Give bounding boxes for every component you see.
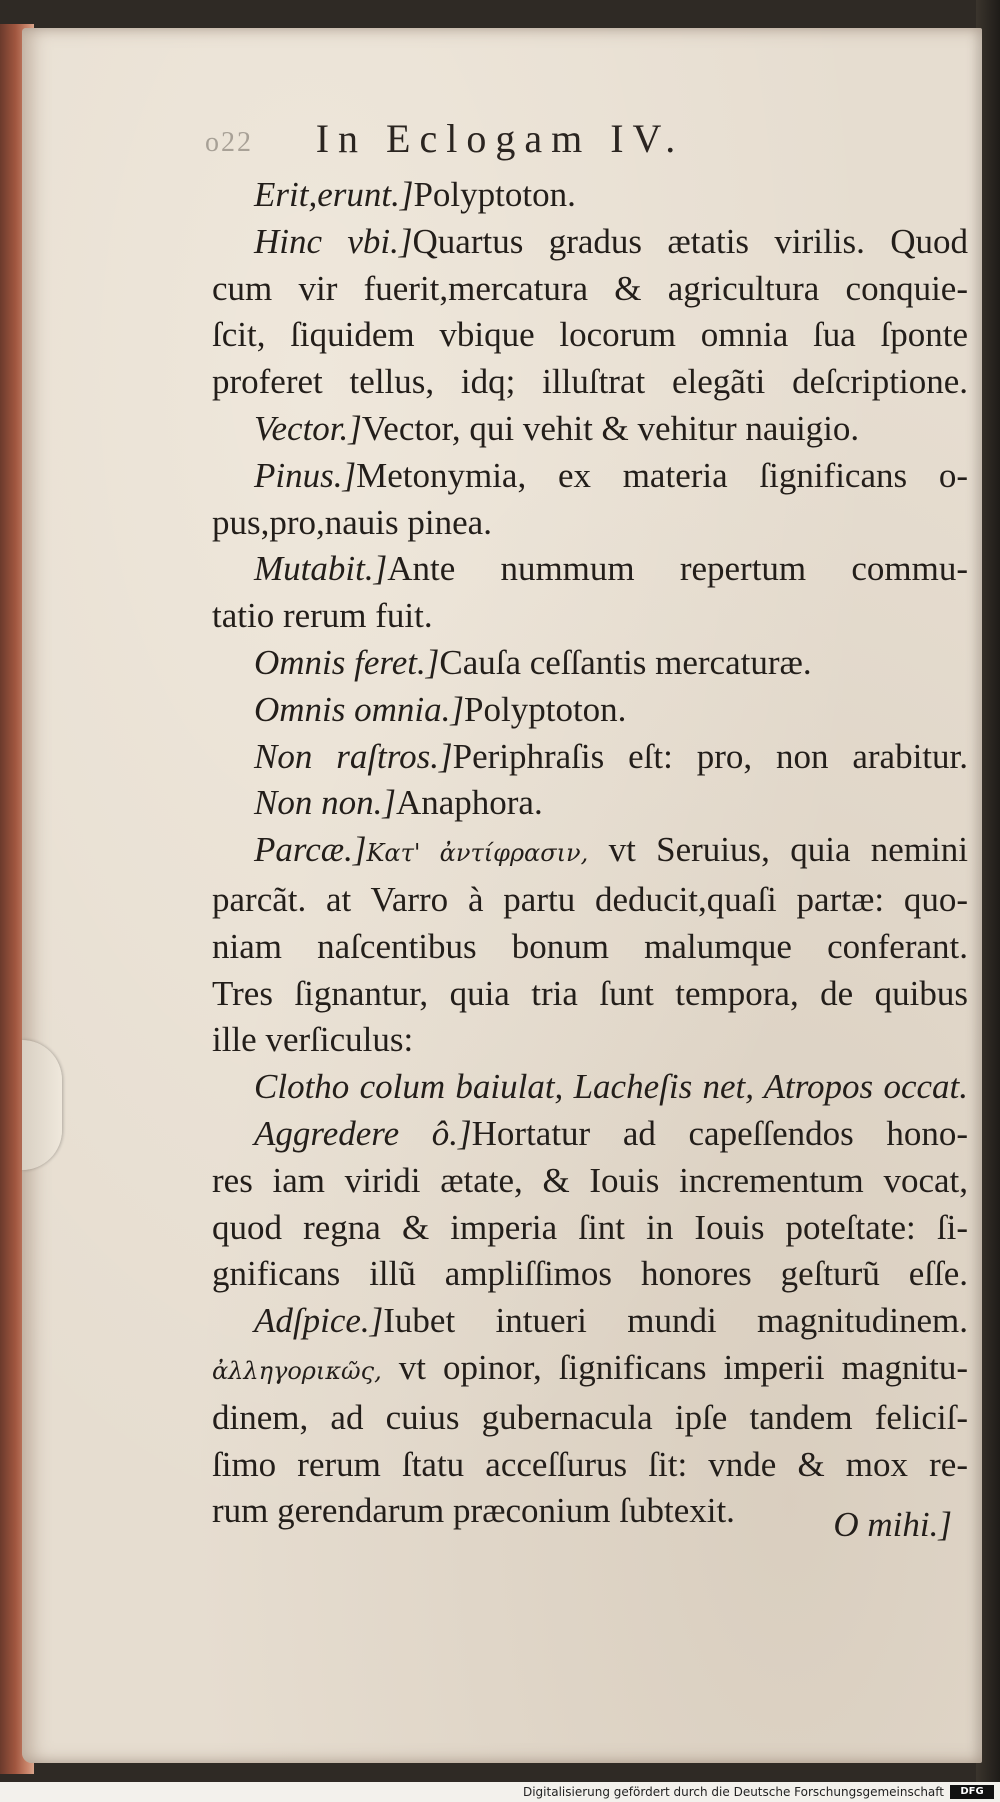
lemma: Hinc vbi.] bbox=[254, 221, 413, 261]
line-text: Periphraſis eſt: pro, non arabitur. bbox=[452, 736, 968, 776]
lemma: Omnis omnia.] bbox=[254, 689, 465, 729]
text-line bbox=[212, 172, 968, 219]
line-text: quod regna & imperia ſint in Iouis poteſtate: ſi- bbox=[212, 1207, 968, 1247]
text-line bbox=[212, 877, 968, 924]
line-text: parcãt. at Varro à partu deducit,quaſi partæ: quo- bbox=[212, 879, 968, 919]
text-line bbox=[212, 1395, 968, 1442]
text-line bbox=[212, 1064, 968, 1111]
text-line bbox=[212, 219, 968, 266]
lemma: Omnis feret.] bbox=[254, 642, 440, 682]
text-line bbox=[212, 1251, 968, 1298]
line-text: Polyptoton. bbox=[464, 689, 627, 729]
greek-phrase: Κατ' ἀντίφρασιν, bbox=[366, 839, 589, 868]
line-text: pus,pro,nauis pinea. bbox=[212, 502, 492, 542]
line-text: Anaphora. bbox=[395, 783, 543, 823]
lemma: Parcæ.] bbox=[254, 830, 367, 870]
text-line bbox=[212, 1205, 968, 1252]
funding-credit: Digitalisierung gefördert durch die Deutsche Forschungsgemeinschaft bbox=[522, 1785, 944, 1799]
lemma: Adſpice.] bbox=[254, 1301, 384, 1341]
line-text: Vector, qui vehit & vehitur nauigio. bbox=[361, 408, 860, 448]
line-text: ſcit, ſiquidem vbique locorum omnia ſua ſponte bbox=[212, 315, 968, 355]
lemma: Non raſtros.] bbox=[254, 736, 453, 776]
line-text: Cauſa ceſſantis mercaturæ. bbox=[439, 642, 812, 682]
text-line bbox=[212, 1298, 968, 1345]
text-line bbox=[212, 546, 968, 593]
text-line bbox=[212, 359, 968, 406]
text-line bbox=[212, 924, 968, 971]
line-text: Clotho colum baiulat, Lacheſis net, Atropos occat. bbox=[254, 1067, 968, 1107]
line-text: vt opinor, ſignificans imperii magnitu- bbox=[398, 1347, 968, 1387]
text-line bbox=[212, 1442, 968, 1489]
line-text: niam naſcentibus bonum malumque conferant. bbox=[212, 926, 968, 966]
line-text: Tres ſignantur, quia tria ſunt tempora, de quibus bbox=[212, 973, 968, 1013]
text-line bbox=[212, 1017, 968, 1064]
commentary-text bbox=[212, 172, 968, 1535]
line-text: Iubet intueri mundi magnitudinem. bbox=[383, 1301, 968, 1341]
lemma: Vector.] bbox=[254, 408, 362, 448]
line-text: cum vir fuerit,mercatura & agricultura conquie- bbox=[212, 268, 968, 308]
lemma: Pinus.] bbox=[254, 455, 357, 495]
line-text: tatio rerum fuit. bbox=[212, 596, 433, 636]
lemma: Non non.] bbox=[254, 783, 396, 823]
line-text: ille verſiculus: bbox=[212, 1020, 414, 1060]
text-line bbox=[212, 1111, 968, 1158]
text-line bbox=[212, 1158, 968, 1205]
text-line bbox=[212, 500, 968, 547]
text-line bbox=[212, 687, 968, 734]
line-text: Quartus gradus ætatis virilis. Quod bbox=[412, 221, 968, 261]
text-line bbox=[212, 640, 968, 687]
dfg-logo: DFG bbox=[950, 1785, 994, 1799]
line-text: gnificans illũ ampliſſimos honores geſturũ eſſe. bbox=[212, 1254, 968, 1294]
text-line bbox=[212, 734, 968, 781]
page-number: o22 bbox=[205, 127, 253, 158]
lemma: Erit,erunt.] bbox=[254, 175, 414, 214]
digitization-footer bbox=[0, 1782, 1000, 1802]
lemma: Mutabit.] bbox=[254, 549, 388, 589]
text-line bbox=[212, 971, 968, 1018]
running-head bbox=[0, 115, 1000, 162]
text-line bbox=[212, 827, 968, 877]
greek-phrase: ἀλληγορικῶς, bbox=[212, 1356, 382, 1385]
line-text: Hortatur ad capeſſendos hono- bbox=[471, 1113, 969, 1153]
text-line bbox=[212, 312, 968, 359]
catchword: O mihi.] bbox=[833, 1505, 952, 1544]
line-text: rum gerendarum præconium ſubtexit. bbox=[212, 1491, 735, 1531]
thumb-tab bbox=[22, 1040, 62, 1170]
line-text: vt Seruius, quia nemini bbox=[608, 830, 968, 870]
running-title: In Eclogam IV. bbox=[315, 116, 685, 161]
line-text: Polyptoton. bbox=[413, 175, 576, 214]
text-line bbox=[212, 593, 968, 640]
text-line bbox=[212, 406, 968, 453]
line-text: Ante nummum repertum commu- bbox=[387, 549, 968, 589]
line-text: proferet tellus, idq; illuſtrat elegãti deſcriptione. bbox=[212, 362, 968, 402]
text-line bbox=[212, 266, 968, 313]
text-line bbox=[212, 453, 968, 500]
line-text: res iam viridi ætate, & Iouis incrementum vocat, bbox=[212, 1160, 968, 1200]
lemma: Aggredere ô.] bbox=[254, 1113, 472, 1153]
line-text: dinem, ad cuius gubernacula ipſe tandem feliciſ- bbox=[212, 1397, 968, 1437]
line-text: Metonymia, ex materia ſignificans o- bbox=[356, 455, 968, 495]
text-line bbox=[212, 780, 968, 827]
text-line bbox=[212, 1345, 968, 1395]
line-text: ſimo rerum ſtatu acceſſurus ſit: vnde & mox re- bbox=[212, 1444, 968, 1484]
